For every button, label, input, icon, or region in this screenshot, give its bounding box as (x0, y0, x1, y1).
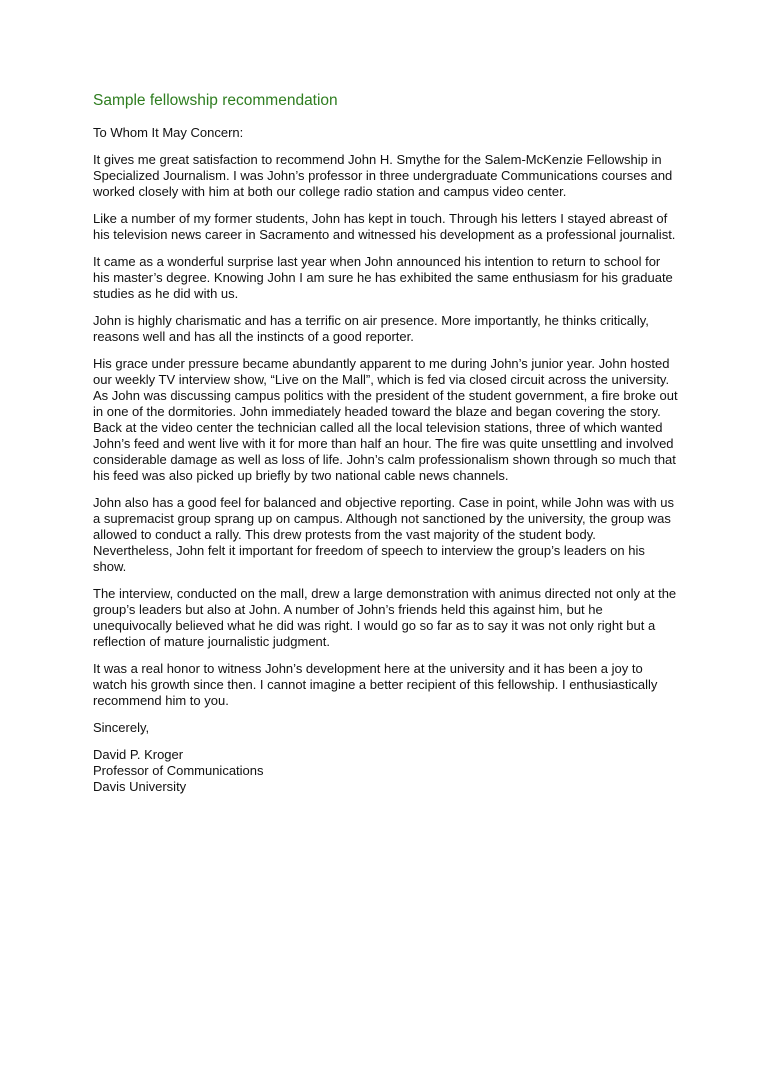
paragraph-line: recommend him to you. (93, 693, 229, 708)
paragraph-line: It came as a wonderful surprise last year when John announced his intention to return to school for (93, 254, 661, 269)
paragraph-line: John also has a good feel for balanced and objective reporting. Case in point, while John was with us (93, 495, 675, 510)
paragraph-line: Back at the video center the technician called all the local television stations, three of which wanted (93, 420, 663, 435)
paragraph-line: considerable damage as well as loss of life. John’s calm professionalism shown through so much that (93, 452, 676, 467)
paragraph-line: reasons well and has all the instincts of a good reporter. (93, 329, 414, 344)
paragraph-line: watch his growth since then. I cannot imagine a better recipient of this fellowship. I enthusiastically (93, 677, 658, 692)
body-paragraph (93, 356, 733, 484)
paragraph-line: Specialized Journalism. I was John’s professor in three undergraduate Communications courses and (93, 168, 673, 183)
body-paragraph (93, 211, 733, 243)
paragraph-line: It gives me great satisfaction to recommend John H. Smythe for the Salem-McKenzie Fellowship in (93, 152, 662, 167)
paragraph-line: worked closely with him at both our college radio station and campus video center. (93, 184, 567, 199)
body-paragraph (93, 313, 733, 345)
paragraph-line: As John was discussing campus politics with the president of the student government, a fire broke out (93, 388, 678, 403)
paragraph-line: his master’s degree. Knowing John I am sure he has exhibited the same enthusiasm for his graduate (93, 270, 673, 285)
paragraph-line: It was a real honor to witness John’s development here at the university and it has been a joy to (93, 661, 643, 676)
signature-institution: Davis University (93, 779, 187, 794)
closing: Sincerely, (93, 720, 150, 735)
paragraph-line: his feed was also picked up briefly by two national cable news channels. (93, 468, 509, 483)
paragraph-line: His grace under pressure became abundantly apparent to me during John’s junior year. John hosted (93, 356, 670, 371)
paragraph-line: reflection of mature journalistic judgment. (93, 634, 331, 649)
paragraph-line: a supremacist group sprang up on campus. Although not sanctioned by the university, the group was (93, 511, 671, 526)
paragraph-line: Like a number of my former students, John has kept in touch. Through his letters I stayed abreast of (93, 211, 668, 226)
paragraph-line: studies as he did with us. (93, 286, 239, 301)
signature-name: David P. Kroger (93, 747, 184, 762)
paragraph-line: show. (93, 559, 127, 574)
salutation: To Whom It May Concern: (93, 125, 244, 140)
body-paragraph (93, 152, 733, 200)
letter-body (93, 152, 733, 709)
paragraph-line: John’s feed and went live with it for more than half an hour. The fire was quite unsettling and involved (93, 436, 674, 451)
paragraph-line: in one of the dormitories. John immediately headed toward the blaze and began covering the story. (93, 404, 661, 419)
paragraph-line: unequivocally believed what he did was right. I would go so far as to say it was not only right but a (93, 618, 656, 633)
paragraph-line: Nevertheless, John felt it important for freedom of speech to interview the group’s leaders on his (93, 543, 645, 558)
paragraph-line: group’s leaders but also at John. A number of John’s friends held this against him, but he (93, 602, 603, 617)
paragraph-line: allowed to conduct a rally. This drew protests from the vast majority of the student body. (93, 527, 596, 542)
document-title: Sample fellowship recommendation (93, 92, 338, 109)
paragraph-line: The interview, conducted on the mall, drew a large demonstration with animus directed not only at the (93, 586, 677, 601)
paragraph-line: his television news career in Sacramento and witnessed his development as a professional journalist. (93, 227, 676, 242)
body-paragraph (93, 254, 733, 302)
body-paragraph (93, 586, 733, 650)
paragraph-line: John is highly charismatic and has a terrific on air presence. More importantly, he thinks critically, (93, 313, 649, 328)
paragraph-line: our weekly TV interview show, “Live on the Mall”, which is fed via closed circuit across the university. (93, 372, 670, 387)
body-paragraph (93, 661, 733, 709)
signature-title: Professor of Communications (93, 763, 264, 778)
letter-page (93, 92, 733, 795)
body-paragraph (93, 495, 733, 575)
